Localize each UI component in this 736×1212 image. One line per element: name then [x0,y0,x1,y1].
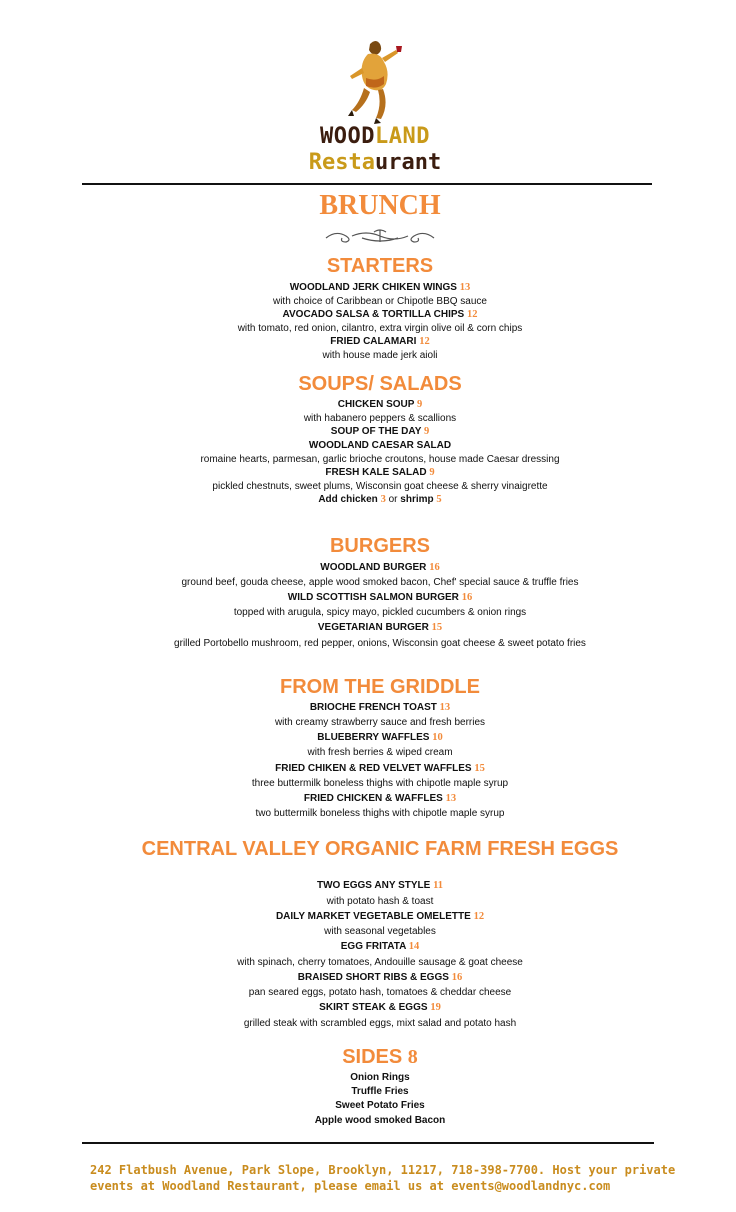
menu-item-name: AVOCADO SALSA & TORTILLA CHIPS 12 [282,309,478,320]
bottom-divider [82,1142,654,1144]
menu-item-name: WOODLAND BURGER 16 [320,562,440,573]
footer-line: 242 Flatbush Avenue, Park Slope, Brooklyn, 11217, 718-398-7700. Host your private [90,1163,676,1177]
section-title-starters: STARTERS [326,255,434,277]
flourish-ornament-icon [322,226,438,246]
menu-item-desc: pan seared eggs, potato hash, tomatoes & cheddar cheese [248,987,512,998]
menu-item-desc: three buttermilk boneless thighs with chipotle maple syrup [251,778,509,789]
menu-item-name: EGG FRITATA 14 [340,941,420,952]
menu-item-desc: with fresh berries & wiped cream [307,747,453,758]
menu-item-name: FRIED CHICKEN & WAFFLES 13 [303,793,457,804]
menu-item-desc: ground beef, gouda cheese, apple wood smoked bacon, Chef' special sauce & truffle fries [181,577,579,588]
menu-item-name: BRIOCHE FRENCH TOAST 13 [309,702,451,713]
section-title-soups: SOUPS/ SALADS [298,373,462,395]
menu-item-name: WOODLAND CAESAR SALAD [308,440,452,451]
faun-logo-icon [340,38,410,124]
menu-item-desc: two buttermilk boneless thighs with chipotle maple syrup [255,808,505,819]
menu-item-name: WILD SCOTTISH SALMON BURGER 16 [287,592,473,603]
menu-item-name: VEGETARIAN BURGER 15 [317,622,443,633]
menu-item-name: FRIED CALAMARI 12 [330,336,430,347]
menu-item-name: BRAISED SHORT RIBS & EGGS 16 [297,972,463,983]
side-item: Onion Rings [350,1072,410,1083]
brand-name-line1: WOODLAND [320,124,430,149]
menu-item-desc: topped with arugula, spicy mayo, pickled cucumbers & onion rings [233,607,527,618]
footer-line: events at Woodland Restaurant, please email us at events@woodlandnyc.com [90,1179,611,1193]
menu-item-name: BLUEBERRY WAFFLES 10 [317,732,443,743]
side-item: Sweet Potato Fries [335,1100,425,1111]
section-title-eggs: CENTRAL VALLEY ORGANIC FARM FRESH EGGS [141,838,619,860]
menu-item-name: FRESH KALE SALAD 9 [325,467,435,478]
menu-item-name: SKIRT STEAK & EGGS 19 [319,1002,441,1013]
menu-item-name: FRIED CHIKEN & RED VELVET WAFFLES 15 [275,763,485,774]
menu-item-name: WOODLAND JERK CHIKEN WINGS 13 [289,282,471,293]
menu-title: BRUNCH [319,190,441,221]
side-item: Apple wood smoked Bacon [314,1115,446,1126]
menu-item-name: CHICKEN SOUP 9 [337,399,423,410]
menu-item-desc: with choice of Caribbean or Chipotle BBQ sauce [272,296,487,307]
menu-item-desc: with potato hash & toast [326,896,434,907]
menu-item-desc: with seasonal vegetables [324,926,436,937]
menu-item-desc: pickled chestnuts, sweet plums, Wisconsin goat cheese & sherry vinaigrette [212,481,548,492]
menu-item-name: TWO EGGS ANY STYLE 11 [316,880,444,891]
section-title-griddle: FROM THE GRIDDLE [280,676,480,698]
footer-contact [90,1162,710,1194]
menu-item-desc: with house made jerk aioli [322,350,438,361]
menu-item-name: DAILY MARKET VEGETABLE OMELETTE 12 [275,911,485,922]
menu-item-desc: romaine hearts, parmesan, garlic brioche croutons, house made Caesar dressing [200,454,560,465]
section-title-burgers: BURGERS [329,535,430,557]
section-title-sides: SIDES 8 [342,1046,418,1068]
addon-line: Add chicken 3 or shrimp 5 [318,494,442,505]
menu-item-desc: with habanero peppers & scallions [303,413,457,424]
brand-name-line2: Restaurant [308,150,442,175]
top-divider [82,183,652,185]
menu-item-name: SOUP OF THE DAY 9 [330,426,430,437]
menu-item-desc: with creamy strawberry sauce and fresh berries [274,717,486,728]
menu-item-desc: grilled steak with scrambled eggs, mixt salad and potato hash [243,1018,517,1029]
menu-item-desc: grilled Portobello mushroom, red pepper, onions, Wisconsin goat cheese & sweet potato fries [174,638,586,649]
menu-item-desc: with tomato, red onion, cilantro, extra virgin olive oil & corn chips [237,323,523,334]
side-item: Truffle Fries [351,1086,409,1097]
menu-item-desc: with spinach, cherry tomatoes, Andouille sausage & goat cheese [237,957,523,968]
